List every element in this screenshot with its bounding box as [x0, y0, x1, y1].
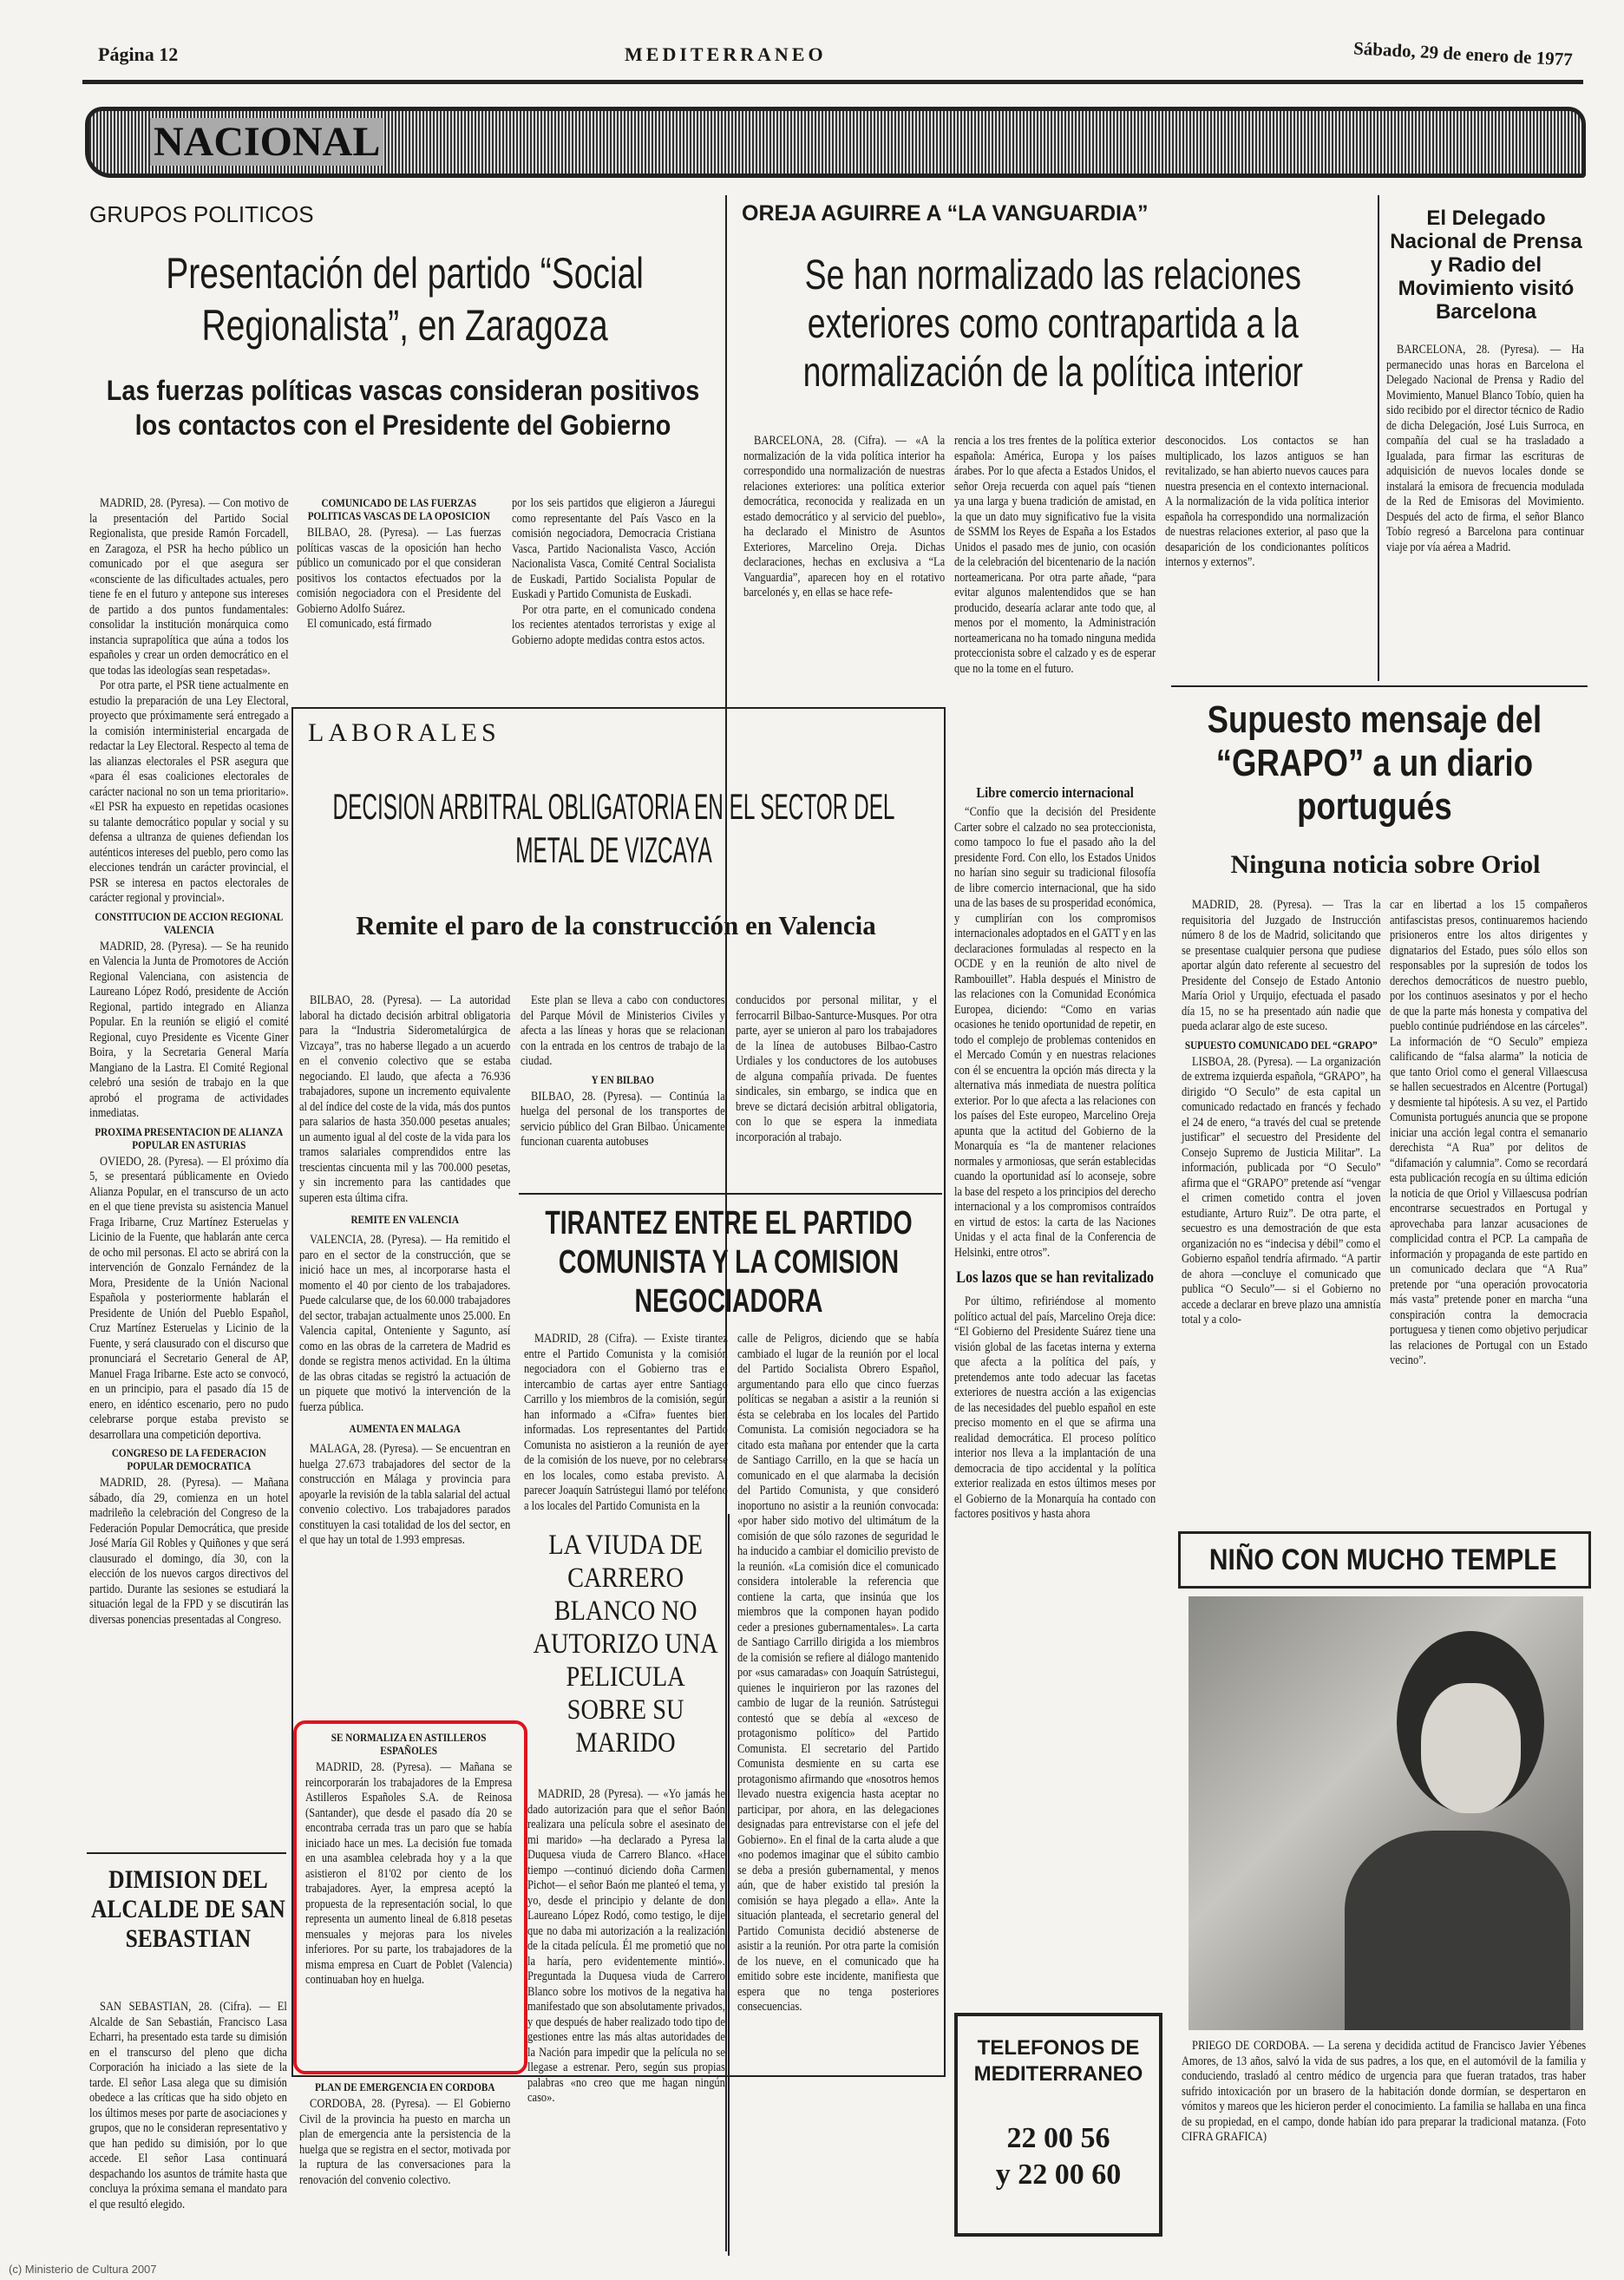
remite-text: VALENCIA, 28. (Pyresa). — Ha remitido el paro en el sector de la construcción, que se inició hace un mes, al incorporarse hasta el momento el 40 por ciento de los trabajadores. Puede calcularse que, de los 60.000 trabajadores del sector, trabajan actualmente unos 25.000. En Valencia capital, Onteniente y Sagunto, así como en las obras de la carretera de Madrid es donde se registra menos actividad. En la última de las obras citadas se registró la actuación de un piquete que motivó la intervención de la fuerza pública.	[299, 1233, 511, 1414]
grapo-col2: car en libertad a los 15 compañeros antifascistas presos, continuaremos haciendo prisioneros entre los altos dirigentes y dignatarios del Estado, pues sólo ellos son responsables por la supresión de todos los derechos democráticos de nuestro pueblo, por los continuos asesinatos y por el hecho de que la parte más honesta y compativa del pueblo continúe pudriéndose en las cárceles”. La información de “O Seculo” empieza calificando de “falsa alarma” la noticia de que tanto Oriol como el general Villaescusa se hallen secuestrados en Alcentre (Portugal) y desmiente tal hipótesis. A su vez, el Partido Comunista portugués anuncia que se propone iniciar una acción legal contra el semanario derechista “A Rua” por delitos de “difamación y calumnia”. Como se recordará esta publicación recogía en su última edición la noticia de que Oriol y Villaescusa podrían encontrarse secuestrados en Portugal y aprovechaba para lanzar acusaciones de complicidad contra el PCP. La campaña de información y propaganda de este partido en un comunicado declara que “A Rua” pretende por “una operación provocatoria más vasta” pretende poner en marcha “una conspiración contra la democracia portuguesa y tienen como objetivo perjudicar las relaciones de Portugal con un Estado vecino”.	[1390, 898, 1588, 1367]
nino-headline-box	[1178, 1531, 1591, 1589]
viuda-headline: LA VIUDA DE CARRERO BLANCO NO AUTORIZO UNA PELICULA SOBRE SU MARIDO	[533, 1530, 718, 1759]
grupos-brief: PROXIMA PRESENTACION DE ALIANZA POPULAR EN ASTURIAS OVIEDO, 28. (Pyresa). — El próximo día 5, se presentará públicamente en Oviedo Alianza Popular, en el transcurso de un acto en el que tiene prevista su asistencia Manuel Fraga Iribarne, Cruz Martínez Esteruelas y Licinio de la Fuente, que hablarán ante cerca de ocho mil personas. El acto se abrirá con la intervención de Gonzalo Fernández de la Mora, Presidente de la Unión Nacional Española y posteriormente hablarán el Presidente de Unión del Pueblo Español, Cruz Martínez Esteruelas y Licinio de la Fuente, y será clausurado con el discurso que pronunciará el Secretario General de AP, Manuel Fraga Iribarne. Este acto se convocó, en un principio, para el pasado día 15 de enero, en idéntico escenario, pero no pudo celebrarse porque estaba previsto se desarrollara una competición deportiva.	[89, 1124, 289, 1442]
grupos-col3b: Por otra parte, en el comunicado condena los recientes atentados terroristas y exige al Gobierno adopte medidas contra estos actos.	[512, 602, 716, 647]
grupos-col3: por los seis partidos que eligieron a Jáuregui como representante del País Vasco en la comisión negociadora, Democracia Cristiana Vasca, Partido Nacionalista Vasco, Acción Nacionalista Vasca, Comité Central Socialista de Euskadi, Partido Socialista Popular de Euskadi y Partido Comunista de Euskadi.	[512, 496, 716, 601]
divider	[87, 1852, 286, 1854]
grupos-brief: CONGRESO DE LA FEDERACION POPULAR DEMOCRATICA MADRID, 28. (Pyresa). — Mañana sábado, día 29, comienza en un hotel madrileño la celebración del Congreso de la Federación Popular Democrática, que preside José María Gil Robles y Quiñones y que será clausurado el domingo, día 30, con la elección de los nuevos cargos directivos del partido. Durante las sesiones se estudiará la situación legal de la FPD y se discutirán las diversas ponencias presentadas al Congreso.	[89, 1446, 289, 1627]
section-banner	[85, 107, 1586, 178]
oreja-col2: rencia a los tres frentes de la política exterior española: América, Europa y los países árabes. Por lo que afecta a Estados Unidos, el señor Oreja recuerda con aquel país “tienen ya una larga y buena tradición de amistad, en la que un dato muy significativo fue la visita de SSMM los Reyes de España a los Estados Unidos el pasado mes de junio, con ocasión de la celebración del bicentenario de la nación norteamericana. Por otra parte añade, “para evitar algunos malentendidos que se han producido, desearía aclarar ante todo que, al menos por el momento, la Administración norteamericana no ha tomado ninguna medida proteccionista sobre el calzado y es de esperar que no la tome en el futuro.	[954, 434, 1156, 676]
oreja-col3: desconocidos. Los contactos se han multiplicado, los lazos antiguos se han revitalizado, se han abierto nuevos cauces para nuestra presencia en el contexto internacional. A la normalización de la vida política interior española ha correspondido una normalización de nuestras relaciones exterior, al paso que la desaparición de los condicionantes políticos internos y externos”.	[1165, 434, 1369, 569]
grapo-headline: Supuesto mensaje del “GRAPO” a un diario portugués	[1207, 698, 1542, 828]
laborales-col1: BILBAO, 28. (Pyresa). — La autoridad laboral ha dictado decisión arbitral obligatoria para la “Industria Siderometalúrgica de Vizcaya”, tras no haberse llegado a un acuerdo en el convenio colectivo que se estaba negociando. El laudo, que afecta a 76.936 trabajadores, supone un incremento equivalente al del índice del coste de la vida, más dos puntos para salarios de hasta 350.000 pesetas anuales; un aumento igual al del coste de la vida para los tramos salariales comprendidos entre las trescientas cincuenta mil y las 700.000 pesetas, y sin incremento para las cantidades que superen esta última cifra.	[299, 993, 511, 1205]
telefono-1: 22 00 56	[1006, 2122, 1110, 2154]
astilleros-text: MADRID, 28. (Pyresa). — Mañana se reincorporarán los trabajadores de la Empresa Astilleros Españoles S.A. de Reinosa (Santander), que desde el pasado día 20 se encontraba cerrada tras un paro que se había iniciado hace un mes. La decisión fue tomada en una asamblea celebrada hoy y a la que asistieron el 81'02 por ciento de los trabajadores. Ayer, la empresa aceptó la propuesta de la representación social, lo que representa un aumento lineal de 6.818 pesetas mensuales y mejoras para los niveles inferiores. Por su parte, los trabajadores de la misma empresa en Cuart de Poblet (Valencia) continuaban hoy en huelga.	[305, 1760, 513, 1987]
libre-comercio-title: Libre comercio internacional	[976, 784, 1134, 801]
laborales-headline: DECISION ARBITRAL OBLIGATORIA EN EL SECTOR DEL METAL DE VIZCAYA	[332, 786, 895, 870]
delegado-text: BARCELONA, 28. (Pyresa). — Ha permanecido unas horas en Barcelona el Delegado Nacional de Prensa y Radio del Movimiento, Manuel Blanco Tobío, quien ha sido recibido por el director técnico de Radio de dicha Delegación, José Luis Surroca, en compañía del cual se ha trasladado a Igualada, para firmar las escrituras de adquisición de nuevos locales donde se instalará la emisora de frecuencia modulada de la Red de Emisoras del Movimiento. Después del acto de firma, el señor Blanco Tobío regresó a Barcelona para continuar viaje por vía aérea a Madrid.	[1386, 343, 1584, 554]
dimision-text: SAN SEBASTIAN, 28. (Cifra). — El Alcalde de San Sebastián, Francisco Lasa Echarri, ha presentado esta tarde su dimisión en el transcurso del pleno que dicha Corporación ha iniciado a las siete de la tarde. El señor Lasa alega que su dimisión obedece a las críticas que ha sido objeto en los últimos meses por parte de asociaciones y grupos, que no le consideran representativo y que han pedido su dimisión, por lo que accede. El señor Lasa continuará despachando los asuntos de trámite hasta que concluya la próxima semana el mandato para el que resultó elegido.	[89, 2000, 287, 2211]
column-rule	[1378, 195, 1379, 681]
laborales-col3: conducidos por personal militar, y el ferrocarril Bilbao-Santurce-Musques. Por otra parte, ayer se unieron al paro los trabajadores de la línea de autobuses Bilbao-Castro Urdiales y los conductores de los autobuses de alguna compañía privada. De fuentes sindicales, sin embargo, se indica que en breve se dictará decisión arbitral obligatoria, con lo que se espera la inmediata incorporación al trabajo.	[736, 993, 938, 1144]
oreja-col2c: Por último, refiriéndose al momento político actual del país, Marcelino Oreja dice: “El Gobierno del Presidente Suárez tiene una visión global de las facetas interna y externa que afecta a la política del país, y pretendemos ante todo adecuar las facetas exteriores de nuestra acción a las exigencias de las necesidades del pueblo español en este preciso momento en el que se afirma una realidad democrática. El proceso político interior nos lleva a la implantación de una democracia de tipo accidental y la política exterior realizada en estos últimos meses por el Gobierno de la Monarquía ha contado con factores positivos y hasta ahora	[954, 1294, 1156, 1521]
laborales-banner: LABORALES	[308, 718, 501, 747]
lazos-title: Los lazos que se han revitalizado	[956, 1268, 1155, 1287]
copyright-credit: (c) Ministerio de Cultura 2007	[9, 2263, 157, 2276]
oreja-headline: Se han normalizado las relaciones exteriores como contrapartida a la normalización de la política interior	[802, 252, 1304, 396]
comunicado-title: COMUNICADO DE LAS FUERZAS POLITICAS VASCAS DE LA OPOSICION	[307, 496, 490, 522]
oreja-col1: BARCELONA, 28. (Cifra). — «A la normalización de la vida política interior ha correspondido una normalización de nuestras relaciones exteriores: una política exterior democrática, reconocida y realizada en un estado democrático y al servicio del pueblo», ha declarado el Ministro de Asuntos Exteriores, Marcelino Oreja. Dichas declaraciones, hechas en exclusiva a “La Vanguardia”, aparecen hoy en el rotativo barcelonés y, en ellas se hace refe-	[743, 434, 946, 599]
laborales-col2b: BILBAO, 28. (Pyresa). — Continúa la huelga del personal de los transportes de servicio público del Gran Bilbao. Únicamente funcionan cuarenta autobuses	[521, 1089, 725, 1149]
malaga-title: AUMENTA EN MALAGA	[349, 1422, 461, 1435]
laborales-col2: Este plan se lleva a cabo con conductores del Parque Móvil de Ministerios Civiles y afecta a las líneas y horas que se relacionan con la entrada en los centros de trabajo de la ciudad.	[521, 993, 725, 1068]
grupos-kicker: GRUPOS POLITICOS	[89, 201, 314, 227]
nino-caption: PRIEGO DE CORDOBA. — La serena y decidida actitud de Francisco Javier Yébenes Amores, de 13 años, salvó la vida de sus padres, a los que, en el automóvil de la familia y conduciendo, trasladó al centro médico de urgencia para que fueran tratados, tras haber sufrido intoxicación por un brasero de la habitación donde dormían, se despertaron en vómitos y mareos que les hicieron perder el conocimiento. La familia se hallaba en una finca de su propiedad, en el campo, donde habían ido para preparar la tradicional matanza. (Foto CIFRA GRAFICA)	[1182, 2039, 1587, 2144]
section-title: NACIONAL	[150, 118, 383, 166]
grapo-subtitle: SUPUESTO COMUNICADO DEL “GRAPO”	[1184, 1038, 1378, 1052]
grapo-col1: MADRID, 28. (Pyresa). — Tras la requisitoria del Juzgado de Instrucción número 8 de los de Madrid, solicitando que se presentase cualquier persona que pudiese aportar algún dato referente al secuestro del Presidente del Consejo de Estado Antonio María Oriol y Urquijo, efectuada el pasado día 15, no se ha presentado aún nadie que pueda aclarar algo de este suceso.	[1182, 898, 1381, 1033]
telefonos-title: TELEFONOS DE MEDITERRANEO	[973, 2036, 1143, 2086]
oreja-col2b: “Confío que la decisión del Presidente Carter sobre el calzado no sea proteccionista, como tampoco lo fue el pasado año la del presidente Ford. Con ello, los Estados Unidos no harían sino seguir su tradicional filosofía de libre comercio internacional, que ha sido una de las bases de su prosperidad económica, y cumplirían con los compromisos internacionales adoptados en el GATT y en las declaraciones formuladas al respecto en la OCDE y en la reunión de alto nivel de Rambouillet”. Habla después el Ministro de las relaciones con la Comunidad Económica Europea, diciendo: “Como en varias ocasiones he tenido oportunidad de repetir, en todo el complejo de problemas contenidos en el Mercado Común y en nuestras relaciones con él se encuentra la opción más directa y la alternativa más inmediata de nuestra política exterior. Por lo que afecta a las relaciones con los países del Este europeo, Marcelino Oreja apunta que la actitud del Gobierno de la Monarquía es “la de mantener relaciones normales y armoniosas, que serán establecidas cuando la oportunidad así lo aconseje, sobre la base del respeto a los principios del derecho internacional y a los compromisos contraídos en virtud de estos: la carta de las Naciones Unidas y el acta final de la Conferencia de Helsinki, entre otros”.	[954, 805, 1156, 1260]
laborales-subhead: Remite el paro de la construcción en Valencia	[356, 910, 876, 940]
divider	[519, 1193, 942, 1195]
divider	[1171, 685, 1588, 687]
bilbao-title: Y EN BILBAO	[591, 1072, 654, 1086]
oreja-kicker: OREJA AGUIRRE A “LA VANGUARDIA”	[742, 201, 1149, 226]
grupos-col1b: Por otra parte, el PSR tiene actualmente en estudio la preparación de una Ley Electoral, proyecto que próximamente será entregado a la comisión interministerial encargada de redactar la Ley Electoral. Respecto al tema de las alianzas electorales el PSR asegura que «para él esas coaliciones electorales de carácter nacional no son un tema prioritario». «El PSR ha expuesto en repetidas ocasiones su talante democrático popular y social y su defensa a ultranza de quienes defiendan los auténticos intereses del pueblo, pero como las elecciones tendrán un carácter provincial, el PSR se interesa en pactos electorales de carácter regional y provincial».	[89, 678, 289, 905]
telefonos-box	[954, 2013, 1162, 2237]
viuda-text: MADRID, 28 (Pyresa). — «Yo jamás he dado autorización para que el señor Baón realizara una película sobre el asesinato de mi marido» —ha declarado a Pyresa la Duquesa viuda de Carrero Blanco. «Hace tiempo —continuó diciendo doña Carmen Pichot— el señor Baón me planteó el tema, y yo, desde el principio y delante de don Laureano López Rodó, como testigo, le dije que no daba mi autorización a la realización de la citada película. Él me prometió que no la haría, pero evidentemente mintió». Preguntada la Duquesa viuda de Carrero Blanco sobre los motivos de la negativa ha manifestado que son absolutamente privados, y que después de haber realizado todo tipo de gestiones entre las más altas autoridades de la Nación para impedir que la película no se llegase a estrenar. Pero, según sus propias palabras «no creo que me hagan ningún caso».	[527, 1787, 725, 2105]
nino-headline: NIÑO CON MUCHO TEMPLE	[1208, 1543, 1557, 1576]
grupos-subhead: Las fuerzas políticas vascas consideran positivos los contactos con el Presidente del Gobierno	[106, 375, 700, 441]
page-number: Página 12	[98, 43, 179, 65]
cordoba-title: PLAN DE EMERGENCIA EN CORDOBA	[314, 2080, 495, 2093]
grupos-headline: Presentación del partido “Social Regionalista”, en Zaragoza	[166, 249, 644, 350]
tirantez-col2: calle de Peligros, diciendo que se había cambiado el lugar de la reunión por el local del Partido Socialista Obrero Español, argumentando para ello que cinco fuerzas políticas se negaban a asistir a la reunión si ésta se celebraba en los locales del Partido Comunista. La comisión negociadora se ha citado esta mañana por entender que la carta de Santiago Carrillo, en la que se hacía un comunicado en el que alarmaba la decisión del Partido Comunista, y que consideró inoportuno no asistir a la reunión convocada: «por haber sido motivo del ultimátum de la comisión de que sólo razones de seguridad le ha inducido a cambiar el domicilio previsto de la reunión. «La comisión dice el comunicado considera intolerable la referencia que contiene la carta, que insinúa que los miembros que la componen hayan podido ceder a presiones gubernamentales». La carta de Santiago Carrillo dirigida a los miembros de la comisión se refiere al diálogo mantenido por «sus camaradas» con Joaquín Satrústegui, quienes le inquirieron por las razones del cambio de lugar de la reunión. Satrústegui contestó que se debía al «exceso de protagonismo político» del Partido Comunista. El secretario del Partido Comunista desmiente en su carta ese protagonismo afirmando que «nosotros hemos llevado nuestra exigencia hasta aceptar no participar, por ahora, en las delegaciones designadas para entrevistarse con el jefe del Gobierno». En el final de la carta alude a que «no podemos imaginar que el súbito cambio se deba a presión gubernamental, y menos aún, que de haber existido tal presión la comisión se haya plegado a ella». Ante la situación planteada, el secretario general del Partido Comunista decidió abstenerse de asistir a la reunión. Por otra parte la comisión de los nueve, en el comunicado que ha emitido sobre este incidente, manifiesta que espera que no tenga posteriores consecuencias.	[737, 1332, 940, 2014]
grapo-col1b: LISBOA, 28. (Pyresa). — La organización de extrema izquierda española, “GRAPO”, ha dirigido “O Seculo” de esta capital un comunicado redactado en francés y fechado el 24 de enero, “a través del cual se pretende justificar” el secuestro del Presidente del Consejo Supremo de Justicia Militar”. La información, publicada por “O Seculo” afirma que el “GRAPO” pretende así “vengar el crimen cometido contra el joven estudiante, Arturo Ruiz”. De otra parte, el secuestro es una demostración de que esta organización no es “indecisa y débil” como el Gobierno español tendría afirmado. “A partir de ahora —concluye el comunicado que publica “O Seculo”— si el Gobierno no accede a declarar en breve plazo una amnistía total y a colo-	[1182, 1054, 1381, 1327]
highlight-box	[293, 1720, 527, 2074]
remite-title: REMITE EN VALENCIA	[350, 1213, 459, 1226]
dimision-headline: DIMISION DEL ALCALDE DE SAN SEBASTIAN	[90, 1865, 285, 1953]
grapo-subhead: Ninguna noticia sobre Oriol	[1230, 850, 1541, 879]
issue-date: Sábado, 29 de enero de 1977	[1352, 37, 1574, 70]
grupos-col2b: El comunicado, está firmado	[307, 617, 432, 631]
cordoba-text: CORDOBA, 28. (Pyresa). — El Gobierno Civil de la provincia ha puesto en marcha un plan de emergencia ante la persistencia de la huelga que se registra en el sector, motivada por la ruptura de las conversaciones para la renovación del convenio colectivo.	[299, 2097, 511, 2187]
masthead-rule	[82, 80, 1583, 84]
newspaper-name: MEDITERRANEO	[625, 43, 827, 65]
astilleros-title: SE NORMALIZA EN ASTILLEROS ESPAÑOLES	[331, 1731, 487, 1757]
telefono-2: y 22 00 60	[995, 2159, 1122, 2191]
boy-photo	[1189, 1596, 1583, 2030]
delegado-headline: El Delegado Nacional de Prensa y Radio del Movimiento visitó Barcelona	[1390, 206, 1582, 324]
malaga-text: MALAGA, 28. (Pyresa). — Se encuentran en huelga 27.673 trabajadores del sector de la construcción en Málaga y provincia para apoyarle la revisión de la tabla salarial del actual convenio colectivo. Los trabajadores parados constituyen la casi totalidad de los del sector, en el que hay un total de 1.993 empresas.	[299, 1442, 511, 1547]
grupos-col2: BILBAO, 28. (Pyresa). — Las fuerzas políticas vascas de la oposición han hecho público un comunicado por el que consideran positivos los contactos efectuados por la comisión negociadora con el Presidente del Gobierno Adolfo Suárez.	[297, 526, 501, 616]
tirantez-col1: MADRID, 28 (Cifra). — Existe tirantez entre el Partido Comunista y la comisión negociadora con el Gobierno tras el intercambio de cartas ayer entre Santiago Carrillo y los miembros de la comisión, según han informado a «Cifra» fuentes bien informadas. Los representantes del Partido Comunista no asistieron a la reunión de ayer de la comisión de los nueve, por no celebrarse en los locales, como estaba previsto. Al parecer Joaquín Satrústegui llamó por teléfono a los locales del Partido Comunista en la	[524, 1332, 728, 1513]
grupos-brief: CONSTITUCION DE ACCION REGIONAL VALENCIA MADRID, 28. (Pyresa). — Se ha reunido en Valencia la Junta de Promotores de Acción Regional Valenciana, con asistencia de Laureano López Rodó, presidente de Acción Regional, partido integrado en Alianza Popular. En la reunión se eligió el comité Regional, cuyo Presidente es Vicente Giner Boira, y la Secretaria General María Mangiano de la Lastra. El Comité Regional celebró una sesión de trabajo en la que aprobó el programa de actividades inmediatas.	[89, 909, 289, 1120]
grupos-col1: MADRID, 28. (Pyresa). — Con motivo de la presentación del Partido Social Regionalista, que preside Ramón Forcadell, en Zaragoza, el PSR ha hecho público un comunicado por el que asegura ser «consciente de las dificultades actuales, pero tiene fe en el futuro y antepone sus intereses de partido a dos puntos fundamentales: consolidar la institución monárquica como instancia suprapolítica que aúna a todos los españoles y crear un orden democrático en el que todas las ideologías sean respetadas».	[89, 496, 289, 678]
tirantez-headline: TIRANTEZ ENTRE EL PARTIDO COMUNISTA Y LA COMISION NEGOCIADORA	[545, 1205, 913, 1320]
